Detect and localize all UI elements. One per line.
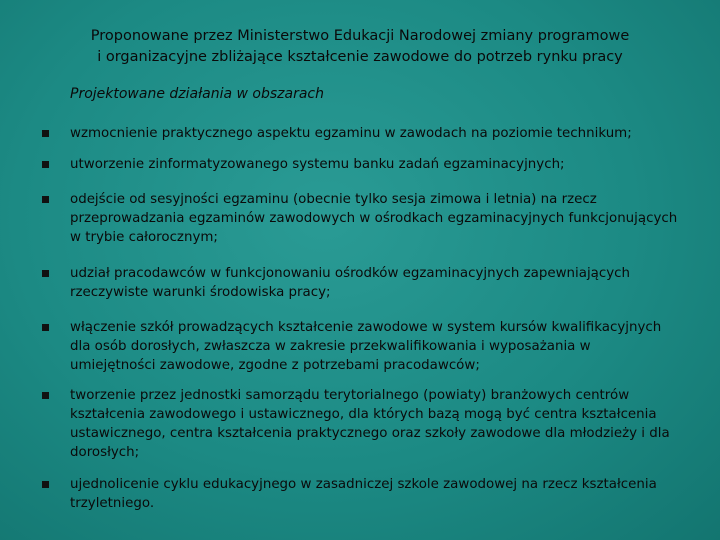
square-bullet-icon — [42, 270, 49, 277]
slide-title — [20, 26, 700, 68]
list-item-text: wzmocnienie praktycznego aspektu egzaminu w zawodach na poziomie technikum; — [70, 126, 632, 141]
list-item-text: udział pracodawców w funkcjonowaniu ośrodków egzaminacyjnych zapewniających rzeczywiste warunki środowiska pracy; — [70, 266, 631, 300]
title-line-1: Proponowane przez Ministerstwo Edukacji Narodowej zmiany programowe — [90, 28, 630, 44]
square-bullet-icon — [42, 324, 49, 331]
square-bullet-icon — [42, 196, 49, 203]
list-item-text: ujednolicenie cyklu edukacyjnego w zasadniczej szkole zawodowej na rzecz kształcenia trzyletniego. — [70, 477, 657, 511]
square-bullet-icon — [42, 161, 49, 168]
square-bullet-icon — [42, 130, 49, 137]
square-bullet-icon — [42, 392, 49, 399]
section-subtitle: Projektowane działania w obszarach — [70, 86, 324, 102]
title-line-2: i organizacyjne zbliżające kształcenie zawodowe do potrzeb rynku pracy — [97, 49, 623, 65]
square-bullet-icon — [42, 481, 49, 488]
list-item-text: odejście od sesyjności egzaminu (obecnie tylko sesja zimowa i letnia) na rzecz przeprowadzania egzaminów zawodowych w ośrodkach egzaminacyjnych funkcjonujących w trybie całorocznym; — [70, 192, 678, 245]
list-item-text: tworzenie przez jednostki samorządu terytorialnego (powiaty) branżowych centrów kształcenia zawodowego i ustawicznego, dla których bazą mogą być centra kształcenia ustawicznego, centra kształcenia praktycznego oraz szkoły zawodowe dla młodzieży i dla dorosłych; — [70, 388, 670, 460]
list-item-text: włączenie szkół prowadzących kształcenie zawodowe w system kursów kwalifikacyjnych dla osób dorosłych, zwłaszcza w zakresie przekwalifikowania i wyposażania w umiejętności zawodowe, zgodne z potrzebami pracodawców; — [70, 320, 662, 373]
list-item-text: utworzenie zinformatyzowanego systemu banku zadań egzaminacyjnych; — [70, 157, 565, 172]
